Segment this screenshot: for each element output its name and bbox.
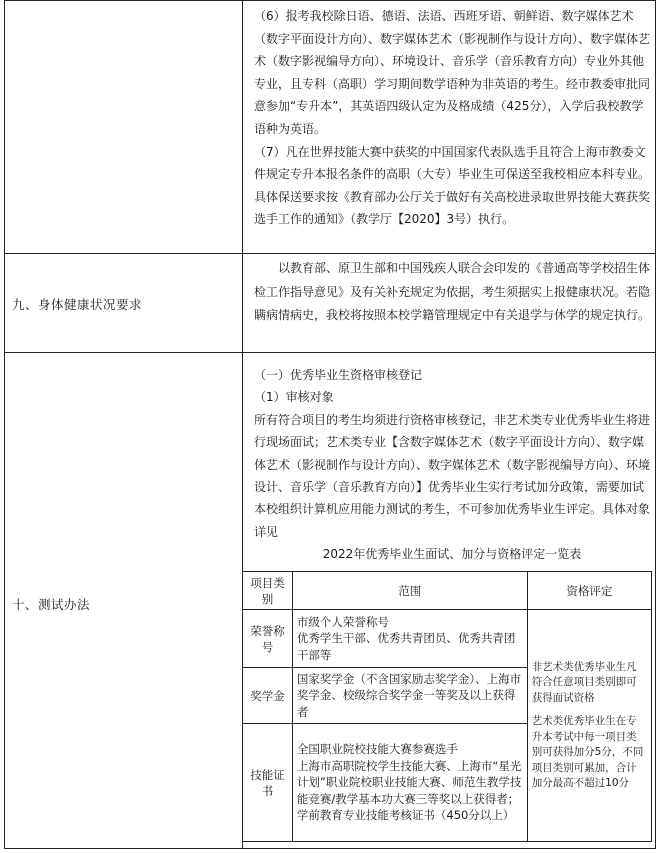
row-category: 荣誉称号 xyxy=(243,610,293,668)
section9-label: 九、身体健康状况要求 xyxy=(12,297,143,312)
table-title: 2022年优秀毕业生面试、加分与资格评定一览表 xyxy=(322,547,582,562)
row-scope: 市级个人荣誉称号 优秀学生干部、优秀共青团员、优秀共青团干部等 xyxy=(292,610,527,668)
paragraph-item-7: （7）凡在世界技能大赛中获奖的中国国家代表队选手且符合上海市教委文件规定专升本报名条件的高职（大专）毕业生可保送至我校相应本科专业。具体保送要求按《教育部办公厅关于做好有关高校进录取世界技能大赛获奖选手工作的通知》（教学厅【2020】3号）执行。 xyxy=(254,144,651,227)
row-divider xyxy=(4,253,656,254)
subheading-1: （一）优秀毕业生资格审核登记 xyxy=(254,368,423,382)
header-scope: 范围 xyxy=(292,572,527,610)
row-category: 奖学金 xyxy=(243,668,293,724)
qualification-table xyxy=(242,571,652,842)
section10-label: 十、测试办法 xyxy=(12,597,91,612)
assessment-nonart: 非艺术类优秀毕业生凡符合任意项目类别即可获得面试资格 xyxy=(531,660,637,704)
assessment-cell xyxy=(527,610,651,842)
health-paragraph: 以教育部、原卫生部和中国残疾人联合会印发的《普通高等学校招生体检工作指导意见》及有关补充规定为依据，考生须据实上报健康状况。若隐瞒病情病史，我校将按照本校学籍管理规定中有关退学与休学的规定执行。 xyxy=(254,261,651,323)
row-scope: 全国职业院校技能大赛参赛选手 上海市高职院校学生技能大赛、上海市“星光计划”职业院校职业技能大赛、师范生教学技能竞赛/教学基本功大赛三等奖以上获得者；学前教育专业技能考核证书（450分以上） xyxy=(292,724,527,842)
subheading-2: （1）审核对象 xyxy=(254,390,334,405)
paragraph-item-6: （6）报考我校除日语、德语、法语、西班牙语、朝鲜语、数字媒体艺术（数字平面设计方向）、数字媒体艺术（影视制作与设计方向）、数字媒体艺术（数字影视编导方向）、环境设计、音乐学（音乐教育方向）专业外其他专业，且专科（高职）学习期间数学语种为非英语的考生。经市教委审批同意参加“专升本”，其英语四级认定为及格成绩（425分），入学后我校教学语种为英语。 xyxy=(254,9,651,136)
section10-content xyxy=(254,364,650,566)
table-header-row xyxy=(243,572,652,610)
table-row xyxy=(243,610,652,668)
header-category: 项目类别 xyxy=(243,572,293,610)
row-scope: 国家奖学金（不含国家励志奖学金）、上海市奖学金、校级综合奖学金一等奖及以上获得者 xyxy=(292,668,527,724)
section8-content xyxy=(254,5,650,231)
header-assessment: 资格评定 xyxy=(527,572,651,610)
review-paragraph: 所有符合项目的考生均须进行资格审核登记，非艺术类专业优秀毕业生将进行现场面试；艺术类专业【含数字媒体艺术（数字平面设计方向）、数字媒体艺术（影视制作与设计方向）、数字媒体艺术（数字影视编导方向）、环境设计、音乐学（音乐教育方向）】优秀毕业生实行考试加分政策，需要加试本校组织计算机应用能力测试的考生，不可参加优秀毕业生评定。具体对象详见 xyxy=(254,412,651,539)
document-page xyxy=(4,0,656,849)
row-category: 技能证书 xyxy=(243,724,293,842)
row-divider xyxy=(4,352,656,353)
assessment-art: 艺术类优秀毕业生在专升本考试中每一项目类别可获得加分5分，不同项目类别可累加，合计加分最高不超过10分 xyxy=(531,715,644,789)
section9-content xyxy=(254,257,650,328)
